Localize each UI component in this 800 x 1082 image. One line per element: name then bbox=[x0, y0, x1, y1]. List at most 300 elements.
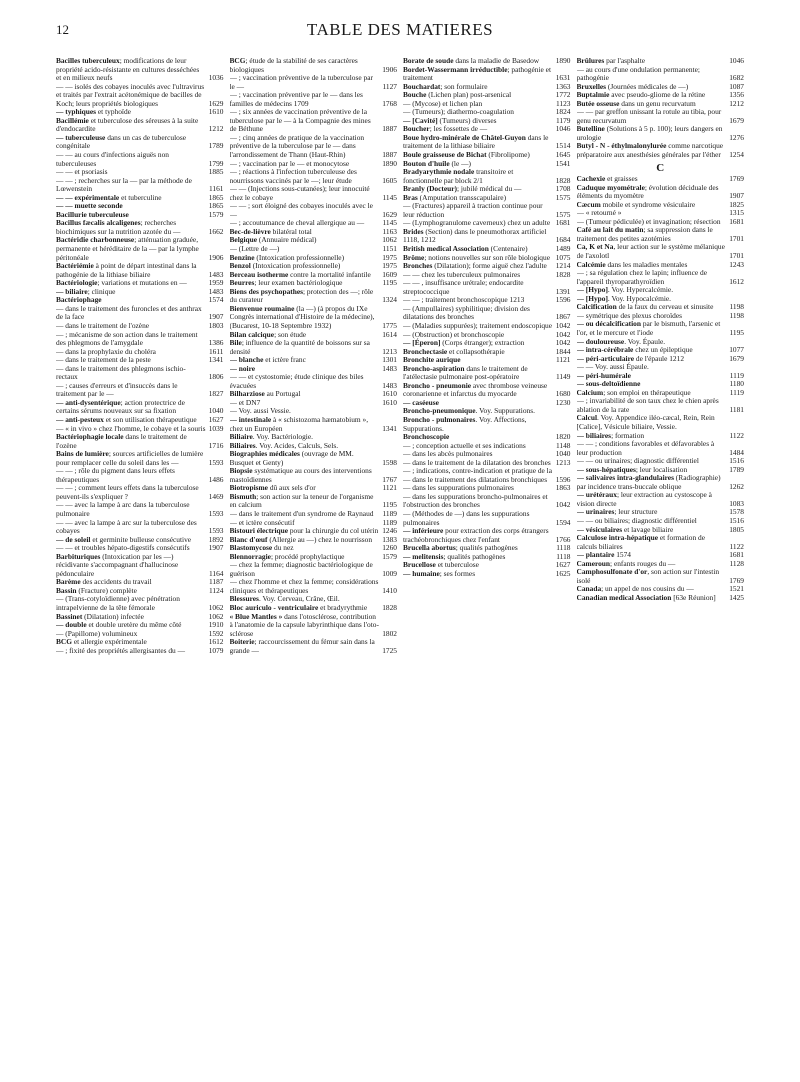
entry-text: — double et double uretère du même côté bbox=[56, 620, 182, 630]
entry-text: — — ; sort éloigné des cobayes inoculés avec le — bbox=[229, 201, 373, 219]
entry-page: 1128 bbox=[729, 558, 744, 568]
entry-page: 1483 bbox=[382, 380, 397, 390]
entry-text: — (Méthodes de —) dans les suppurations pulmonaires bbox=[403, 508, 530, 527]
index-entry bbox=[577, 568, 745, 585]
entry-text: Bactériophage bbox=[56, 295, 102, 305]
entry-text: Bloc auriculo - ventriculaire et bradyrythmie bbox=[229, 603, 368, 612]
entry-text: — (Lettre de —) bbox=[229, 244, 280, 254]
entry-text: Bistouri électrique pour la chirurgie du col utérin bbox=[229, 526, 379, 536]
entry-page: 1187 bbox=[208, 577, 224, 587]
entry-text: — de soleil et germinite bulleuse consécutive bbox=[56, 534, 192, 544]
entry-page: 1596 bbox=[555, 474, 571, 484]
entry-page: 1260 bbox=[382, 543, 397, 553]
entry-page: 1383 bbox=[382, 534, 397, 544]
entry-text: — — ou biliaires; diagnostic différentiel bbox=[576, 515, 697, 525]
entry-text: — « retourné » bbox=[576, 208, 622, 218]
entry-text: Bile; influence de la quantité de boissons sur sa densité bbox=[229, 338, 370, 356]
entry-text: — [Hypo]. Voy. Hypocalcémie. bbox=[576, 293, 672, 303]
index-entry bbox=[230, 339, 398, 356]
entry-text: — urinaires; leur structure bbox=[576, 507, 658, 517]
entry-text: — anti-pesteux et son utilisation thérapeutique bbox=[56, 414, 197, 424]
entry-page: 1885 bbox=[208, 167, 224, 177]
entry-page: 1198 bbox=[729, 310, 744, 320]
entry-page: 1212 bbox=[208, 124, 224, 134]
entry-page: 1802 bbox=[382, 628, 397, 638]
entry-page: 1062 bbox=[382, 235, 397, 245]
entry-page: 1425 bbox=[729, 592, 744, 602]
entry-text: — — ; comment leurs effets dans la tuberculose peuvent-ils s'expliquer ? bbox=[56, 483, 199, 501]
index-entry bbox=[577, 397, 745, 414]
index-entry bbox=[577, 534, 745, 551]
entry-text: — vésiculaires et lavage biliaire bbox=[576, 524, 674, 534]
entry-page: 1906 bbox=[382, 64, 397, 74]
entry-text: Bismuth; son action sur la teneur de l'organisme en calcium bbox=[229, 491, 374, 510]
entry-text: — — expérimentale et tuberculine bbox=[56, 192, 162, 202]
entry-text: — — ou urinaires; diagnostic différentiel bbox=[576, 456, 699, 466]
entry-text: Bacillus fæcalis alcaligenes; recherches biochimiques sur la nutrition azotée du — bbox=[56, 218, 181, 236]
entry-text: — dans le traitement de la dilatation des bronches bbox=[403, 457, 551, 467]
entry-page: 1042 bbox=[555, 500, 571, 510]
entry-page: 1077 bbox=[729, 345, 744, 355]
entry-text: — biliaires; formation bbox=[576, 430, 645, 440]
entry-page: 1163 bbox=[382, 226, 397, 236]
entry-text: — noire bbox=[229, 363, 256, 373]
entry-text: British medical Association (Centenaire) bbox=[403, 244, 528, 254]
index-entry bbox=[56, 595, 224, 612]
index-entry bbox=[56, 484, 224, 501]
entry-text: — ; vaccination préventive de la tuberculose par le — bbox=[229, 73, 373, 91]
entry-text: Broncho-aspiration dans le traitement de l'atélectasie pulmonaire post-opératoire bbox=[403, 363, 528, 382]
entry-page: 1594 bbox=[555, 517, 571, 527]
entry-text: — (Ampullaires) syphilitique; division des dilatations des bronches bbox=[403, 303, 530, 322]
entry-page: 1789 bbox=[729, 464, 744, 474]
entry-text: Bruxelles (Journées médicales de —) bbox=[576, 81, 689, 91]
entry-text: — — et psoriasis bbox=[56, 167, 108, 177]
entry-text: — plantaire 1574 bbox=[576, 550, 631, 560]
entry-text: Bras (Amputation transscapulaire) bbox=[403, 192, 507, 202]
index-entry bbox=[577, 269, 745, 286]
entry-text: Brides (Section) dans le pneumothorax artificiel 1118, 1212 bbox=[403, 226, 547, 245]
entry-text: Bec-de-lièvre bilatéral total bbox=[229, 226, 312, 236]
entry-page: 1609 bbox=[382, 269, 397, 279]
entry-page: 1516 bbox=[729, 515, 744, 525]
index-entry bbox=[230, 450, 398, 467]
entry-page: 1356 bbox=[729, 90, 744, 100]
entry-text: Biliaires. Voy. Acides, Calculs, Sels. bbox=[229, 440, 339, 450]
index-entry bbox=[230, 416, 398, 433]
entry-page: 1198 bbox=[729, 302, 744, 312]
entry-page: 1121 bbox=[555, 355, 571, 365]
entry-text: Biotropisme dû aux sels d'or bbox=[229, 483, 316, 493]
entry-page: 1890 bbox=[382, 158, 397, 168]
entry-text: — ; conception actuelle et ses indications bbox=[403, 440, 526, 450]
index-entry bbox=[403, 66, 571, 83]
entry-page: 1631 bbox=[555, 73, 571, 83]
index-entry bbox=[56, 83, 224, 109]
entry-text: — dans le traitement des furoncles et des anthrax de la face bbox=[56, 303, 202, 322]
entry-text: Boiterie; raccourcissement du fémur sain dans la grande — bbox=[229, 637, 375, 655]
entry-page: 1083 bbox=[729, 498, 744, 508]
index-entry bbox=[230, 288, 398, 305]
entry-page: 1789 bbox=[208, 141, 224, 151]
entry-text: Broncho - pneumonie avec thrombose veineuse coronarienne et infarctus du myocarde bbox=[403, 380, 548, 399]
entry-text: Canada; un appel de nos cousins du — bbox=[576, 584, 694, 594]
entry-page: 1118 bbox=[556, 551, 571, 561]
entry-page: 1593 bbox=[208, 508, 224, 518]
entry-page: 1164 bbox=[208, 568, 224, 578]
entry-text: — — avec la lampe à arc dans la tuberculose pulmonaire bbox=[56, 500, 190, 518]
index-entry bbox=[56, 399, 224, 416]
index-entry bbox=[230, 57, 398, 74]
entry-text: Bouche (Lichen plan) post-arsenical bbox=[403, 90, 512, 100]
entry-text: — (Trans-cotyloïdienne) avec pénétration intrapelvienne de la tête fémorale bbox=[56, 594, 180, 612]
entry-page: 1386 bbox=[208, 338, 224, 348]
entry-text: Boule graisseuse de Bichat (Fibrolipome) bbox=[403, 150, 530, 160]
entry-text: Bactériologie; variations et mutations en — bbox=[56, 278, 187, 288]
entry-page: 1391 bbox=[555, 286, 571, 296]
page-title: TABLE DES MATIERES bbox=[306, 20, 494, 39]
entry-text: — — ; rôle du pigment dans leurs effets thérapeutiques bbox=[56, 466, 175, 484]
entry-text: Boue hydro-minérale de Châtel-Guyon dans le traitement de la lithiase biliaire bbox=[403, 132, 549, 151]
entry-text: Borate de soude dans la maladie de Basedow bbox=[403, 57, 540, 65]
entry-text: — dans le traitement des phlegmons ischio-rectaux bbox=[56, 363, 186, 382]
index-entry bbox=[56, 236, 224, 262]
entry-page: 1254 bbox=[729, 150, 744, 160]
entry-page: 1575 bbox=[555, 209, 571, 219]
index-entry bbox=[403, 416, 571, 433]
entry-text: Bronchite aurique bbox=[403, 355, 461, 365]
entry-text: — et DN7 bbox=[229, 397, 261, 407]
entry-text: Cæcum mobile et syndrome vésiculaire bbox=[576, 199, 696, 209]
index-entry bbox=[403, 134, 571, 151]
index-entry bbox=[230, 638, 398, 655]
entry-page: 1975 bbox=[382, 261, 397, 271]
entry-text: — dans les abcès pulmonaires bbox=[403, 449, 493, 459]
page-header bbox=[0, 22, 800, 46]
entry-text: — — au cours d'infections aiguës non tuberculeuses bbox=[56, 150, 169, 168]
entry-text: Bordet-Wassermann irréductible; pathogénie et traitement bbox=[403, 64, 551, 83]
index-entry bbox=[230, 561, 398, 578]
entry-page: 1189 bbox=[382, 508, 397, 518]
entry-text: — chez l'homme et chez la femme; considérations cliniques et thérapeutiques bbox=[229, 577, 379, 595]
entry-text: Butée osseuse dans un genu recurvatum bbox=[576, 98, 696, 108]
entry-page: 1627 bbox=[555, 560, 571, 570]
entry-text: Biographies médicales (ouvrage de MM. Busquet et Genty) bbox=[229, 449, 354, 467]
entry-page: 1662 bbox=[208, 226, 224, 236]
entry-page: 1514 bbox=[555, 141, 571, 151]
entry-page: 1324 bbox=[382, 295, 397, 305]
entry-text: — ; cinq années de pratique de la vaccination préventive de la tuberculose par le — dans l'arrondissement de Thann (Haut-Rhin) bbox=[229, 132, 365, 160]
entry-page: 1865 bbox=[208, 201, 224, 211]
section-letter: C bbox=[656, 161, 665, 174]
entry-page: 1489 bbox=[555, 244, 571, 254]
index-entry bbox=[403, 279, 571, 296]
entry-page: 1612 bbox=[208, 637, 224, 647]
index-entry bbox=[403, 305, 571, 322]
entry-page: 1483 bbox=[208, 269, 224, 279]
entry-text: — (Tumeur pédiculée) et invagination; résection bbox=[576, 216, 721, 226]
entry-text: Bactériémie à point de départ intestinal dans la pathogénie de la lithiase biliaire bbox=[56, 261, 197, 279]
entry-page: 1910 bbox=[208, 620, 224, 630]
entry-page: 1766 bbox=[555, 534, 571, 544]
index-entry bbox=[577, 491, 745, 508]
entry-text: — ; accoutumance de cheval allergique au — bbox=[229, 218, 365, 228]
entry-text: Bouchardat; son formulaire bbox=[403, 81, 488, 91]
entry-text: Bactéridie charbonneuse; atténuation graduée, permanente et héréditaire de la — par la lymphe péritonéale bbox=[56, 235, 199, 262]
index-entry bbox=[577, 108, 745, 125]
entry-page: 1592 bbox=[208, 628, 224, 638]
entry-text: Biopsie systématique au cours des interventions mastoïdiennes bbox=[229, 466, 372, 484]
entry-page: 1118 bbox=[556, 543, 571, 553]
entry-text: « Blue Mantles » dans l'otosclérose, contribution à l'anatomie de la capsule labyrinthique dans l'oto-sclérose bbox=[229, 611, 379, 638]
entry-text: Camphosulfonate d'or, son action sur l'intestin isolé bbox=[576, 567, 720, 585]
index-entry bbox=[230, 373, 398, 390]
entry-text: — — muette seconde bbox=[56, 201, 123, 211]
entry-text: — — (Injections sous-cutanées); leur innocuité chez le cobaye bbox=[229, 184, 370, 202]
entry-page: 1484 bbox=[729, 447, 744, 457]
index-entry bbox=[403, 570, 571, 579]
entry-text: — dans le traitement de la peste bbox=[56, 355, 151, 365]
entry-text: — caséeuse bbox=[403, 397, 439, 407]
entry-page: 1315 bbox=[729, 208, 744, 218]
entry-page: 1579 bbox=[382, 551, 397, 561]
entry-page: 1627 bbox=[208, 414, 224, 424]
entry-page: 1887 bbox=[382, 124, 397, 134]
entry-text: — ; indications, contre-indication et pratique de la — dans le traitement des dilatations bronchiques bbox=[403, 466, 552, 484]
index-entry bbox=[56, 219, 224, 236]
entry-text: Bilan calcique; son étude bbox=[229, 329, 307, 339]
entry-text: Calcification de la faux du cerveau et sinusite bbox=[576, 302, 714, 312]
entry-page: 1679 bbox=[729, 353, 744, 363]
entry-text: Boucher; les fossettes de — bbox=[403, 124, 488, 134]
entry-page: 1768 bbox=[382, 98, 397, 108]
index-entry bbox=[403, 228, 571, 245]
entry-page: 1213 bbox=[382, 346, 397, 356]
entry-page: 1867 bbox=[555, 312, 571, 322]
entry-page: 1611 bbox=[208, 346, 224, 356]
entry-page: 1680 bbox=[555, 389, 571, 399]
index-entry bbox=[577, 243, 745, 260]
entry-page: 1681 bbox=[555, 218, 571, 228]
entry-page: 1040 bbox=[555, 449, 571, 459]
entry-text: — melitensis; qualités pathogènes bbox=[403, 551, 506, 561]
entry-text: — [Cavité] (Tumeurs) diverses bbox=[403, 115, 497, 125]
entry-text: — typhiques et typhoïde bbox=[56, 107, 131, 117]
entry-page: 1682 bbox=[729, 73, 744, 83]
entry-text: — sous-deltoïdienne bbox=[576, 379, 641, 389]
index-column-2 bbox=[230, 57, 398, 1067]
entry-text: Biens des psychopathes; protection des —; rôle du curateur bbox=[229, 286, 374, 305]
entry-page: 1469 bbox=[208, 491, 224, 501]
entry-page: 1806 bbox=[208, 372, 224, 382]
entry-page: 1039 bbox=[208, 423, 224, 433]
entry-text: — au cours d'une ondulation permanente; pathogénie bbox=[576, 64, 700, 83]
entry-text: — chez la femme; diagnostic bactériologique de guérison bbox=[229, 560, 373, 578]
entry-text: Bactériophagie locale dans le traitement de l'ozène bbox=[56, 432, 187, 450]
index-entry bbox=[577, 474, 745, 491]
entry-text: — (Lymphogranulome caverneux) chez un adulte bbox=[403, 218, 551, 228]
index-entry bbox=[230, 91, 398, 108]
entry-text: — — par greffon unissant la rotule au tibia, pour genu recurvatum bbox=[576, 107, 722, 125]
entry-page: 1679 bbox=[729, 115, 744, 125]
index-column-3 bbox=[403, 57, 571, 1067]
entry-text: — Voy. aussi Vessie. bbox=[229, 406, 291, 416]
entry-page: 1486 bbox=[208, 474, 224, 484]
entry-page: 1062 bbox=[208, 611, 224, 621]
entry-page: 1124 bbox=[208, 585, 224, 595]
entry-text: Biliaire. Voy. Bactériologie. bbox=[229, 432, 313, 442]
index-entry bbox=[230, 185, 398, 202]
index-entry bbox=[56, 134, 224, 151]
entry-text: — — ; conditions favorables et défavorables à leur production bbox=[576, 439, 715, 457]
index-column-1 bbox=[56, 57, 224, 1067]
index-entry bbox=[56, 647, 224, 656]
entry-page: 1906 bbox=[208, 252, 224, 262]
entry-page: 1681 bbox=[729, 216, 744, 226]
entry-page: 1087 bbox=[729, 81, 744, 91]
entry-text: — ; mécanisme de son action dans le traitement des phlegmons de l'amygdale bbox=[56, 329, 198, 348]
entry-page: 1575 bbox=[555, 192, 571, 202]
entry-text: Broncho - pulmonaires. Voy. Affections, Suppurations. bbox=[403, 414, 527, 433]
entry-page: 1605 bbox=[382, 175, 397, 185]
index-entry bbox=[577, 66, 745, 83]
entry-text: — — isolés des cobayes inoculés avec l'ultravirus et traités par l'extrait acétonémique de bacilles de Koch; leurs propriétés biologiques bbox=[56, 81, 205, 108]
entry-page: 1865 bbox=[208, 192, 224, 202]
entry-text: — et ictère consécutif bbox=[229, 517, 295, 527]
entry-page: 1483 bbox=[382, 363, 397, 373]
entry-text: Brucella abortus; qualités pathogènes bbox=[403, 543, 518, 553]
index-entry bbox=[403, 365, 571, 382]
entry-page: 1701 bbox=[729, 251, 744, 261]
entry-page: 1180 bbox=[729, 379, 744, 389]
entry-text: — — chez les tuberculeux pulmonaires bbox=[403, 269, 521, 279]
entry-page: 1195 bbox=[729, 327, 744, 337]
index-column-4 bbox=[577, 57, 745, 1067]
index-entry bbox=[403, 168, 571, 185]
entry-page: 1151 bbox=[382, 244, 397, 254]
index-entry bbox=[56, 117, 224, 134]
entry-text: Butelline (Solutions à 5 p. 100); leurs dangers en urologie bbox=[576, 124, 723, 142]
entry-text: — anti-dysentérique; action protectrice de certains sérums nouveaux sur sa fixation bbox=[56, 397, 185, 416]
entry-page: 1301 bbox=[382, 355, 397, 365]
entry-text: Barbituriques (Intoxication par les —) récidivante s'accompagnant d'hallucinose pédonculaire bbox=[56, 551, 179, 578]
entry-page: 1145 bbox=[382, 192, 397, 202]
index-entry bbox=[56, 177, 224, 194]
index-entry bbox=[577, 125, 745, 142]
index-entry bbox=[56, 151, 224, 168]
entry-page: 1036 bbox=[208, 73, 224, 83]
entry-page: 1040 bbox=[208, 406, 224, 416]
index-entry bbox=[230, 613, 398, 639]
entry-page: 1042 bbox=[555, 329, 571, 339]
entry-text: Bronchectasie et collapsothérapie bbox=[403, 346, 505, 356]
entry-text: Bouton d'huile (le —) bbox=[403, 158, 471, 168]
entry-text: — dans les suppurations broncho-pulmonaires et l'obstruction des bronches bbox=[403, 491, 548, 510]
entry-page: 1629 bbox=[382, 209, 397, 219]
entry-page: 1612 bbox=[729, 276, 744, 286]
entry-text: — humaine; ses formes bbox=[403, 568, 476, 578]
entry-text: Buptalmie avec pseudo-gliome de la rétine bbox=[576, 90, 706, 100]
entry-page: 1610 bbox=[208, 107, 224, 117]
entry-text: — (Mycose) et lichen plan bbox=[403, 98, 483, 108]
entry-page: 1775 bbox=[382, 320, 397, 330]
index-entry bbox=[577, 320, 745, 337]
entry-text: Canadian medical Association [63e Réunion] bbox=[576, 592, 716, 602]
index-entry bbox=[230, 134, 398, 160]
entry-page: 1578 bbox=[729, 507, 744, 517]
entry-text: — « in vivo » chez l'homme, le cobaye et la souris bbox=[56, 423, 206, 433]
entry-page: 1574 bbox=[208, 295, 224, 305]
entry-text: — — ; recherches sur la — par la méthode de Lœwenstein bbox=[56, 175, 192, 194]
entry-page: 1805 bbox=[729, 524, 744, 534]
entry-text: Berceau isotherme contre la mortalité infantile bbox=[229, 269, 371, 279]
entry-page: 1593 bbox=[208, 457, 224, 467]
entry-page: 1123 bbox=[555, 98, 571, 108]
index-entry bbox=[56, 331, 224, 348]
entry-text: Broncho-pneumonique. Voy. Suppurations. bbox=[403, 406, 535, 416]
entry-page: 1009 bbox=[382, 568, 397, 578]
entry-page: 1614 bbox=[382, 329, 397, 339]
index-entry bbox=[56, 305, 224, 322]
entry-page: 1119 bbox=[729, 387, 744, 397]
entry-text: — dans le traitement d'un syndrome de Raynaud bbox=[229, 508, 374, 518]
index-entry bbox=[403, 493, 571, 510]
entry-page: 1827 bbox=[208, 389, 224, 399]
index-entry bbox=[230, 467, 398, 484]
entry-text: BCG; étude de la stabilité de ses caractères biologiques bbox=[229, 57, 358, 74]
entry-text: — douloureuse. Voy. Épaule. bbox=[576, 336, 666, 346]
entry-page: 1148 bbox=[555, 440, 571, 450]
entry-page: 1042 bbox=[555, 320, 571, 330]
entry-text: Barème des accidents du travail bbox=[56, 577, 152, 587]
entry-text: — sous-hépatiques; leur localisation bbox=[576, 464, 688, 474]
entry-page: 1625 bbox=[555, 568, 571, 578]
entry-page: 1684 bbox=[555, 235, 571, 245]
entry-page: 1230 bbox=[555, 397, 571, 407]
entry-page: 1887 bbox=[382, 150, 397, 160]
entry-text: Beurres; leur examen bactériologique bbox=[229, 278, 343, 288]
entry-text: — — avec la lampe à arc sur la tuberculose des cobayes bbox=[56, 517, 197, 536]
entry-text: Bacilles tuberculeux; modifications de leur propriété acido-résistante en cultures desséchées et en milieux neufs bbox=[56, 57, 200, 83]
entry-text: — — , insuffisance urétrale; endocardite streptococcique bbox=[403, 278, 524, 296]
index-entry bbox=[56, 57, 224, 83]
index-entry bbox=[577, 226, 745, 243]
index-entry bbox=[56, 382, 224, 399]
entry-page: 1799 bbox=[208, 158, 224, 168]
entry-page: 1122 bbox=[729, 541, 744, 551]
entry-page: 1161 bbox=[208, 184, 224, 194]
entry-page: 1681 bbox=[729, 550, 744, 560]
entry-page: 1341 bbox=[208, 355, 224, 365]
entry-text: — ; sa régulation chez le lapin; influence de l'appareil thyroparathyroïdien bbox=[576, 268, 708, 286]
entry-page: 1127 bbox=[382, 81, 397, 91]
entry-page: 1907 bbox=[208, 543, 224, 553]
entry-page: 1213 bbox=[555, 457, 571, 467]
entry-text: Café au lait du matin; sa suppression dans le traitement des petites azotémies bbox=[576, 225, 713, 243]
entry-page: 1767 bbox=[382, 474, 397, 484]
index-entry bbox=[56, 450, 224, 467]
entry-text: Cameroun; enfants rouges du — bbox=[576, 558, 676, 568]
index-entry bbox=[56, 262, 224, 279]
entry-text: — — et troubles hépato-digestifs consécutifs bbox=[56, 543, 190, 553]
entry-text: Bilharziose au Portugal bbox=[229, 389, 301, 399]
entry-text: Blennorragie; procédé prophylactique bbox=[229, 551, 345, 561]
index-entry bbox=[56, 433, 224, 450]
index-entry bbox=[577, 142, 745, 159]
entry-page: 1149 bbox=[555, 372, 571, 382]
entry-page: 1975 bbox=[382, 252, 397, 262]
index-entry bbox=[56, 467, 224, 484]
